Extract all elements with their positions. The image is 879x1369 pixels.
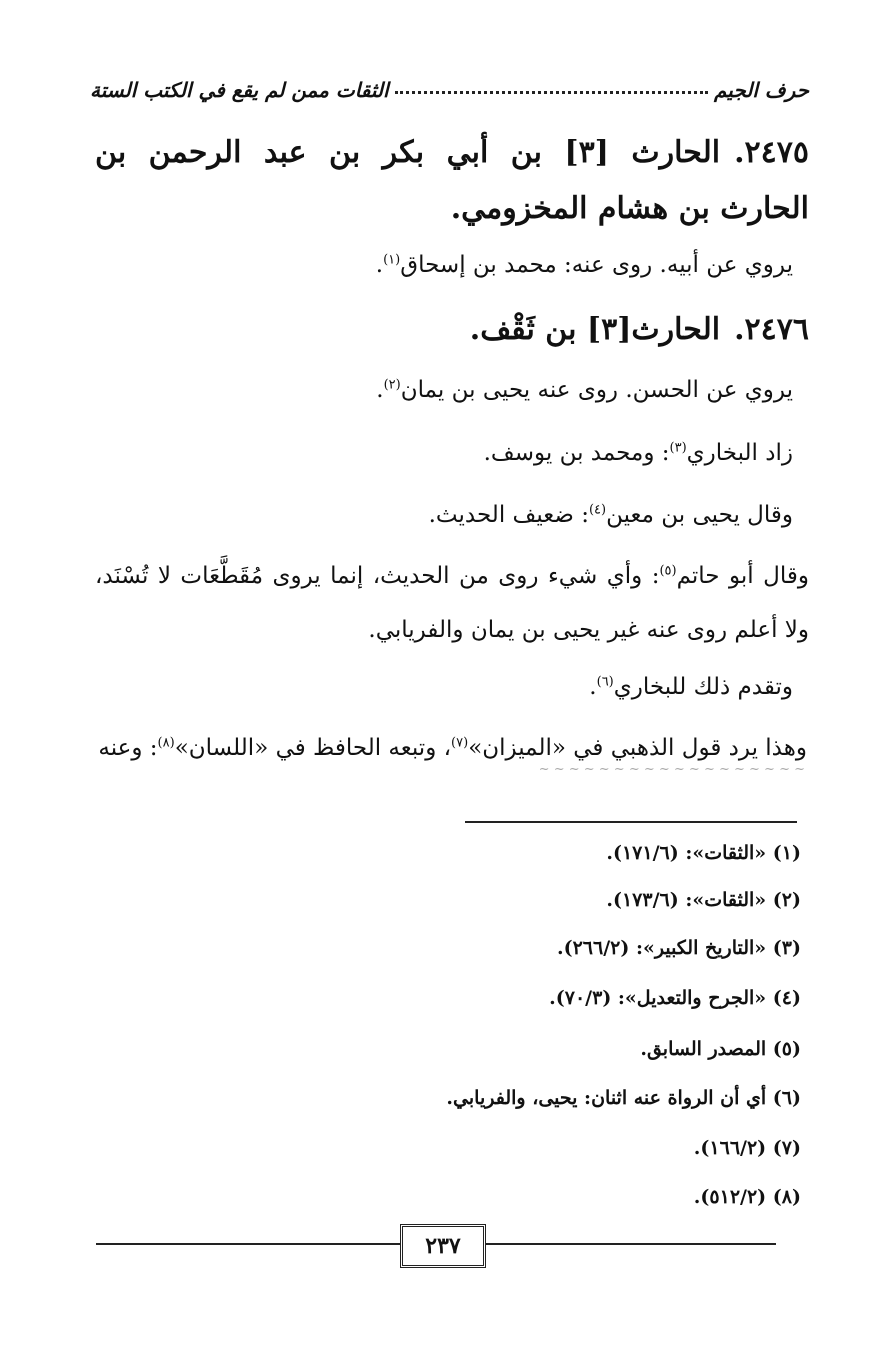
paragraph-text-end: : وأي شيء روى من الحديث، إنما يروى مُقَطَّعَات لا تُسْنَد، ولا أعلم روى عنه غير يحيى بن يمان والفريابي. [95,563,809,644]
paragraph-text: وهذا يرد قول الذهبي في «الميزان» [468,735,807,761]
entry-2475-narration [95,243,793,288]
paragraph-text: يروي عن الحسن. روى عنه يحيى بن يمان [400,377,793,403]
footnote-5: (٥) المصدر السابق. [640,1038,801,1060]
entry-name: الحارث[٣] بن ثَقْف. [469,312,721,347]
footnote-ref: (٦) [596,674,614,690]
page-number: ٢٣٧ [400,1224,486,1268]
footnote-4: (٤) «الجرح والتعديل»: (٧٠/٣). [549,987,801,1009]
paragraph-text-end: . [375,252,384,278]
footnote-6: (٦) أي أن الرواة عنه اثنان: يحيى، والفريابي. [446,1087,801,1109]
paragraph-text-end: . [376,377,384,403]
footnote-ref: (٢) [383,377,401,393]
handwritten-margin-note: ~ ~ ~ ~ ~ ~ ~ ~ ~ ~ ~ ~ ~ ~ ~ ~ ~ ~ [538,762,805,777]
header-dot-leader [395,91,708,94]
footnote-ref: (٨) [157,735,175,751]
paragraph-text: يروي عن أبيه. روى عنه: محمد بن إسحاق [400,252,793,278]
footnote-ref: (٣) [669,440,687,456]
entry-2475-title [95,125,809,236]
header-chapter-title: حرف الجيم [714,78,809,102]
header-book-title: الثقات ممن لم يقع في الكتب الستة [90,78,389,102]
entry-name: الحارث [٣] بن أبي بكر بن عبد الرحمن بن الحارث بن هشام المخزومي. [95,135,809,226]
footnote-ref: (٧) [451,735,469,751]
footnote-2: (٢) «الثقات»: (١٧٣/٦). [606,889,801,911]
paragraph-text: زاد البخاري [686,440,793,466]
entry-number: ٢٤٧٦. [734,312,809,347]
paragraph-text: وقال يحيى بن معين [606,502,793,528]
entry-number: ٢٤٧٥. [734,135,809,170]
paragraph-text-end: : وعنه [98,735,158,761]
abu-hatim-opinion [95,549,809,657]
ibn-maeen-opinion [95,493,793,538]
entry-2476-narration [95,368,793,413]
bukhari-addition [95,431,793,476]
footnote-7: (٧) (١٦٦/٢). [693,1137,801,1159]
bukhari-precedence-note [95,665,793,710]
footnote-ref: (٤) [588,502,607,518]
entry-2476-title [95,302,809,358]
footnote-8: (٨) (٥١٢/٢). [693,1186,801,1208]
footnote-ref: (٥) [659,563,677,579]
paragraph-text: وقال أبو حاتم [676,563,809,589]
paragraph-text-end: : ومحمد بن يوسف. [483,440,670,466]
footnote-divider [465,821,797,823]
footnote-1: (١) «الثقات»: (١٧١/٦). [606,842,801,864]
paragraph-text: وتقدم ذلك للبخاري [613,674,793,700]
footnote-ref: (١) [383,252,401,268]
running-header [90,62,809,102]
footnote-3: (٣) «التاريخ الكبير»: (٢٦٦/٢). [556,937,801,959]
paragraph-text: ، وتبعه الحافظ في «اللسان» [174,735,452,761]
paragraph-text-end: : ضعيف الحديث. [428,502,589,528]
paragraph-text-end: . [589,674,597,700]
